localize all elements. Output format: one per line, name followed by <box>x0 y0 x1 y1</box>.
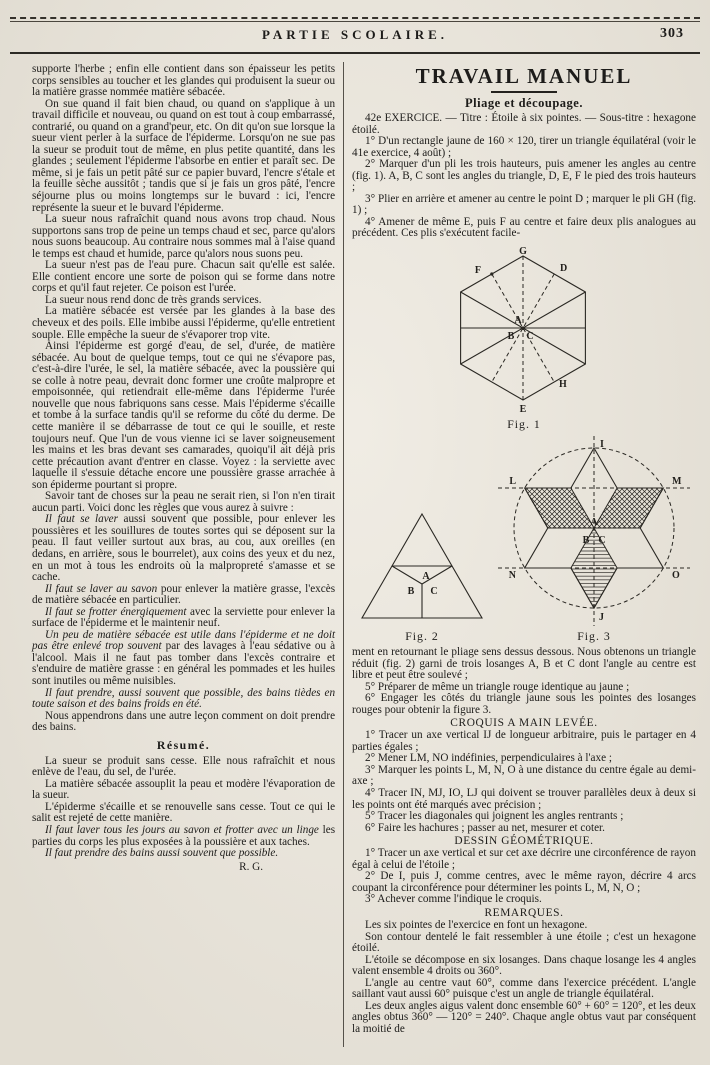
paragraph-text: 1° D'un rectangle jaune de 160 × 120, tirer un triangle équilatéral (voir le 41e exercice, 4 août) ; <box>352 135 696 159</box>
point-label-N: N <box>508 570 516 582</box>
vertex-label-G: G <box>519 246 527 258</box>
paragraph-text: 3° Marquer les points L, M, N, O à une distance du centre égale au demi-axe ; <box>352 763 696 788</box>
point-label-L: L <box>509 476 516 488</box>
instruction-step <box>352 194 696 217</box>
figure-1-caption: Fig. 1 <box>507 417 541 432</box>
paragraph-text: Ainsi l'épiderme est gorgé d'eau, de sel, d'urée, de matière sébacée. Au bout de quelque temps, tout ce qui ne s'évapore pas, c'est-à-dire l'urée, le sel, la matière sébacée, avec la poussière qui se colle à notre peau, devrait donc former une croûte malpropre et empoisonnée, qui retiendrait elle-même dans l'épiderme l'urée nouvelle que nous fabriquons sans cesse. Mais l'épiderme s'écaille et tombe à la surface tandis qu'il se reforme du côté du derme. De cette manière il se débarrasse de tout ce qui le souille, et reste toujours neuf. Que l'un de vous vienne ici se laver soigneusement les mains et les bras devant ses camarades, quoiqu'il ait déjà pris cette précaution avant d'entrer en classe. Voyez : la serviette avec laquelle il s'essuie détache encore une poussière grasse arrachée à son épiderme pourtant si propre. <box>32 340 336 491</box>
paragraph-text: Son contour dentelé le fait ressembler à une étoile ; c'est un hexagone étoilé. <box>352 930 696 955</box>
lozenge-label-C: C <box>430 586 438 598</box>
figure-row <box>352 434 696 644</box>
paragraph-text: par des lavages à l'eau sédative ou à l'alcool. Mais il ne faut pas tomber dans l'excès contraire et s'enduire de matière grasse : en général les pommades et les huiles sont inutiles ou même nuisibles. <box>32 640 336 687</box>
paragraph <box>32 64 335 99</box>
paragraph-text: supporte l'herbe ; enfin elle contient dans son épaisseur les petits corps sensibles au toucher et les glandes qui produisent la sueur ou la matière grasse nommée matière sébacée. <box>32 63 336 99</box>
paragraph-text: Les deux angles aigus valent donc ensemble 60° + 60° = 120°, et les deux angles obtus 360° — 120° = 240°. Chaque angle obtus vaut par conséquent la moitié de <box>352 999 696 1035</box>
paragraph-text: L'angle au centre vaut 60°, comme dans l'exercice précédent. L'angle saillant vaut aussi 60° puisque c'est un angle de triangle équilatéral. <box>352 976 696 1001</box>
paragraph-text: 2° De I, puis J, comme centres, avec le même rayon, décrire 4 arcs coupant la circonférence pour déterminer les points L, M, N, O ; <box>352 870 696 894</box>
instruction-step <box>352 217 696 240</box>
paragraph <box>32 341 335 491</box>
vertex-label-F: F <box>474 265 481 277</box>
paragraph-text: 2° Marquer d'un pli les trois hauteurs, puis amener les angles au centre (fig. 1). A, B, C sont les angles du triangle, D, E, F le pied des trois hauteurs ; <box>352 158 696 194</box>
instruction-step <box>352 823 696 835</box>
paragraph-text: Nous appendrons dans une autre leçon comment on doit prendre des bains. <box>32 709 336 734</box>
paragraph-text: 6° Engager les côtés du triangle jaune sous les pointes des losanges rouges pour obtenir la figure 3. <box>352 692 696 716</box>
italic-lead: Il faut se laver <box>45 513 119 526</box>
summary-item <box>32 779 335 802</box>
italic-lead: Il faut prendre, aussi souvent que possible, des bains tièdes en toute saison et des bains froids en été. <box>32 686 336 711</box>
instruction-step <box>352 871 696 894</box>
article-subtitle: Pliage et découpage. <box>465 96 583 110</box>
instruction-step <box>352 693 696 716</box>
paragraph-text: 5° Tracer les diagonales qui joignent les angles rentrants ; <box>365 810 624 823</box>
figure-3-star <box>492 434 696 644</box>
point-label-I: I <box>600 439 604 451</box>
italic-lead: Il faut se frotter énergiquement <box>45 605 187 618</box>
resume-heading: Résumé. <box>156 737 211 752</box>
center-label-B: B <box>582 535 590 547</box>
paragraph-text: Les six pointes de l'exercice en font un hexagone. <box>365 918 588 931</box>
hygiene-rule <box>32 607 335 630</box>
paragraph-text: La matière sébacée est versée par les glandes à la base des cheveux et des poils. Elle imbibe aussi l'épiderme, qu'elle entretient souple. Elle empêche la sueur de s'évaporer trop vite. <box>32 305 336 341</box>
hygiene-rule <box>32 630 335 688</box>
summary-item <box>32 848 335 860</box>
paragraph <box>32 491 335 514</box>
paragraph-text: L'épiderme s'écaille et se renouvelle sans cesse. Tout ce qui le salit est rejeté de cette manière. <box>32 800 336 825</box>
center-label-C: C <box>598 535 606 547</box>
lozenge-label-B: B <box>407 586 415 598</box>
figure-3-caption: Fig. 3 <box>577 629 611 644</box>
paragraph-text: 3° Achever comme l'indique le croquis. <box>365 893 542 906</box>
remark <box>352 932 696 955</box>
paragraph-text: La matière sébacée assouplit la peau et modère l'évaporation de la sueur. <box>32 777 336 802</box>
paragraph-text: 2° Mener LM, NO indéfinies, perpendiculaires à l'axe ; <box>365 752 612 765</box>
exercise-header <box>352 113 696 136</box>
running-head: PARTIE SCOLAIRE. <box>261 27 449 42</box>
right-column <box>344 60 698 1051</box>
paragraph-text: L'étoile se décompose en six losanges. Dans chaque losange les 4 angles valent ensemble 4 droits ou 360°. <box>352 953 696 978</box>
instruction-step <box>352 765 696 788</box>
paragraph <box>32 99 335 214</box>
hexagon-diagram <box>408 246 640 416</box>
article-title: TRAVAIL MANUEL <box>415 64 633 88</box>
left-column <box>28 60 343 1051</box>
point-label-O: O <box>672 570 680 582</box>
instruction-step <box>352 894 696 906</box>
paragraph-text: pour enlever la matière grasse, l'excès de matière sébacée en particulier. <box>32 582 336 607</box>
paragraph-text: avec la serviette pour enlever la surface de l'épiderme et le maintenir neuf. <box>32 605 336 630</box>
title-underline-rule <box>491 91 557 93</box>
paragraph <box>32 214 335 260</box>
point-label-M: M <box>672 476 682 488</box>
remark <box>352 955 696 978</box>
italic-lead: Un peu de matière sébacée est utile dans l'épiderme et ne doit pas être enlevé trop souvent <box>32 628 336 653</box>
continuation-paragraph <box>352 647 696 682</box>
summary-item <box>32 825 335 848</box>
center-label-A: A <box>590 517 598 529</box>
paragraph <box>32 306 335 341</box>
paragraph-text: ment en retournant le pliage sens dessus dessous. Nous obtenons un triangle réduit (fig. 2) garni de trois losanges A, B et C dont l'angle au centre est libre et peut être soulevé ; <box>352 646 696 682</box>
point-label-J: J <box>599 612 604 624</box>
paragraph-text: Savoir tant de choses sur la peau ne serait rien, si l'on n'en tirait aucun parti. Voici donc les règles que vous aurez à suivre : <box>32 490 336 514</box>
paragraph-text: La sueur nous rafraîchit quand nous avons trop chaud. Nous supportons sans trop de peine un temps chaud et sec, parce qu'alors nous suons beaucoup. Au contraire nous sommes mal à l'aise quand le temps est chaud et humide, parce qu'alors nous suons peu. <box>32 213 336 260</box>
hygiene-rule <box>32 514 335 583</box>
figure-2-triangle <box>352 506 492 644</box>
two-column-layout <box>28 60 698 1051</box>
section-heading-croquis: CROQUIS A MAIN LEVÉE. <box>450 717 598 730</box>
instruction-step <box>352 136 696 159</box>
instruction-step <box>352 788 696 811</box>
section-heading-dessin: DESSIN GÉOMÉTRIQUE. <box>454 835 594 848</box>
author-initials: R. G. <box>239 860 264 873</box>
paragraph-text: 1° Tracer un axe vertical et sur cet axe décrire une circonférence de rayon égal à celui de l'étoile ; <box>352 847 696 871</box>
paragraph-text: 4° Amener de même E, puis F au centre et faire deux plis analogues au précédent. Ces plis s'exécutent facile- <box>352 215 696 240</box>
paragraph <box>32 711 335 734</box>
italic-lead: Il faut prendre des bains aussi souvent que possible. <box>45 847 279 860</box>
six-pointed-star-diagram <box>492 434 696 628</box>
instruction-step <box>352 730 696 753</box>
instruction-step <box>352 848 696 871</box>
section-heading-remarques: REMARQUES. <box>484 906 564 919</box>
summary-item <box>32 802 335 825</box>
summary-item <box>32 756 335 779</box>
vertex-label-D: D <box>560 263 568 275</box>
paragraph <box>32 260 335 295</box>
italic-lead: Il faut laver tous les jours au savon et frotter avec un linge <box>45 824 319 836</box>
paragraph-text: La sueur nous rend donc de très grands services. <box>45 293 262 306</box>
lozenge-label-A: A <box>422 571 430 583</box>
paragraph-text: La sueur se produit sans cesse. Elle nous rafraîchit et nous enlève de l'eau, du sel, de l'urée. <box>32 754 336 779</box>
hygiene-rule <box>32 584 335 607</box>
paragraph-text: 3° Plier en arrière et amener au centre le point D ; marquer le pli GH (fig. 1) ; <box>352 192 696 217</box>
header-rule <box>10 52 700 54</box>
remark <box>352 1001 696 1036</box>
paragraph-text: La sueur n'est pas de l'eau pure. Chacun sait qu'elle est salée. Elle contient encore une sorte de poison qui se forme dans notre corps et qu'il faut rejeter. Ce poison est l'urée. <box>32 259 336 295</box>
center-label-C: C <box>526 331 534 343</box>
remark <box>352 978 696 1001</box>
center-label-A: A <box>514 315 522 327</box>
paragraph-text: On sue quand il fait bien chaud, ou quand on s'applique à un travail difficile et nouveau, ou quand on est tout à coup embarrassé, contrarié, ou quand on a grand'peur, etc. On dit qu'on sue lorsque la sueur vient perler à la surface de l'épiderme. Lorsqu'on ne sue pas la sueur se produit tout de même, en plus petite quantité, dans les glandes ; seulement l'épiderme l'absorbe en entier et paraît sec. De même, si je fais un petit pâté sur ce papier buvard, l'encre s'étale et la feuille sèche aussitôt ; tandis que si je fais un gros pâté, l'encre séjourne plus ou moins longtemps sur le buvard : ici, l'encre représente la sueur et le buvard l'épiderme. <box>32 97 336 214</box>
paragraph-text: les parties du corps les plus exposées à la poussière et aux taches. <box>32 824 336 848</box>
instruction-step <box>352 159 696 194</box>
paragraph-text: 42e EXERCICE. — Titre : Étoile à six pointes. — Sous-titre : hexagone étoilé. <box>352 112 696 136</box>
paragraph-text: 1° Tracer un axe vertical IJ de longueur arbitraire, puis le partager en 4 parties égales ; <box>352 729 696 753</box>
italic-lead: Il faut se laver au savon <box>45 582 158 595</box>
center-label-B: B <box>507 331 515 343</box>
figure-2-caption: Fig. 2 <box>405 629 439 644</box>
paragraph-text: 4° Tracer IN, MJ, IO, LJ qui doivent se trouver parallèles deux à deux si les points ont été marqués avec précision ; <box>352 787 696 811</box>
paragraph-text: 6° Faire les hachures ; passer au net, mesurer et coter. <box>365 821 605 834</box>
vertex-label-E: E <box>519 404 527 416</box>
triangle-diagram <box>352 506 492 628</box>
paragraph-text: 5° Préparer de même un triangle rouge identique au jaune ; <box>365 680 630 693</box>
decorative-top-rule <box>10 17 700 24</box>
figure-1-hexagon <box>352 246 696 432</box>
page-number: 303 <box>660 26 684 41</box>
paragraph-text: aussi souvent que possible, pour enlever les poussières et les souillures de toutes sortes qui se déposent sur la peau. Il faut veiller surtout aux bras, au cou, aux oreilles (en dedans, en arrière, sous le bourrelet), aux coins des yeux et du nez, en un mot à tous les endroits où la malpropreté s'amasse et se cache. <box>32 513 336 584</box>
hygiene-rule <box>32 688 335 711</box>
vertex-label-H: H <box>559 379 567 391</box>
